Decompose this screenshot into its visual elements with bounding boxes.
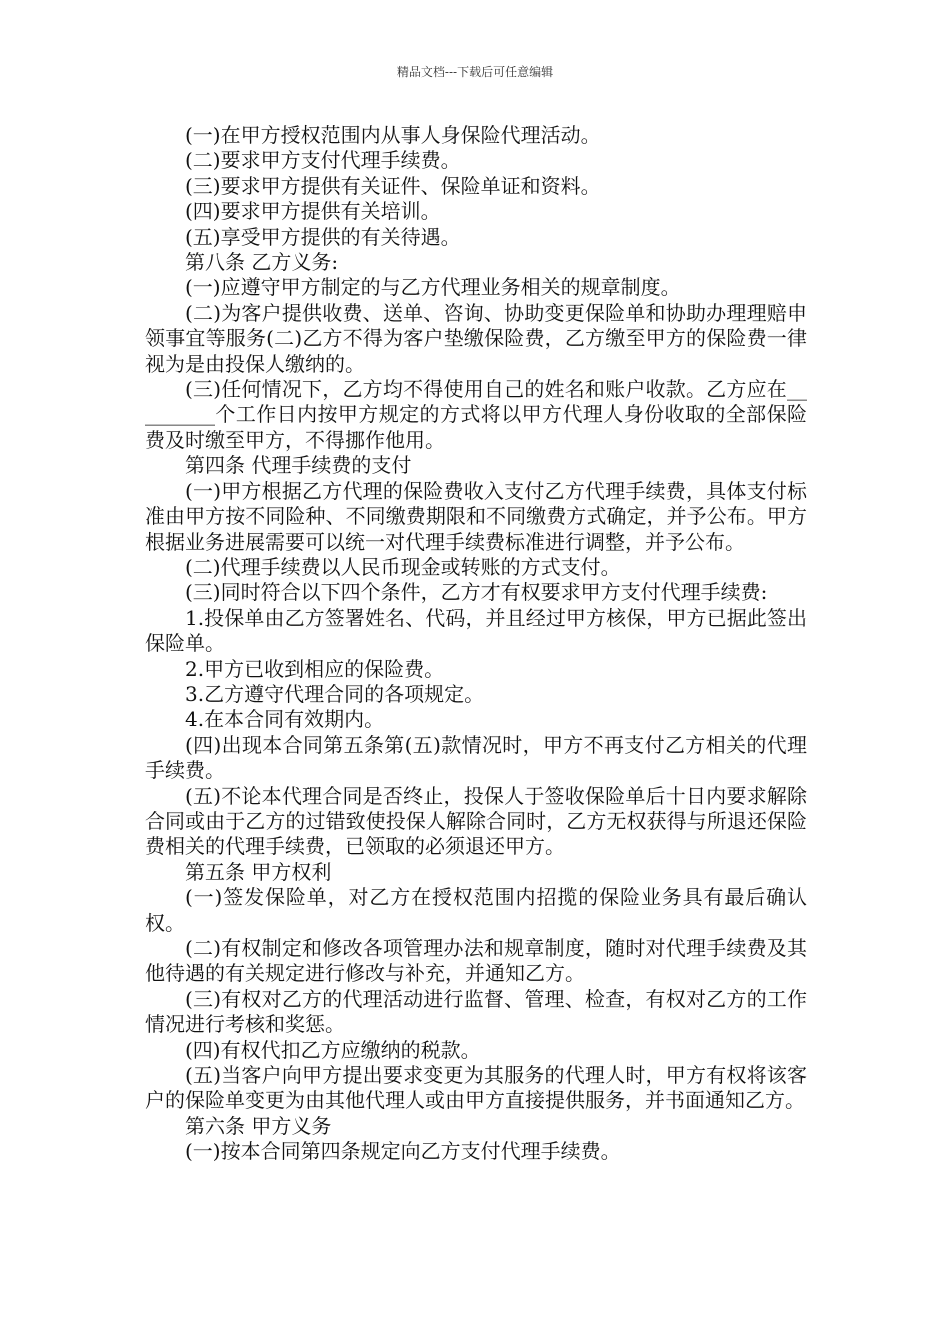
- paragraph: (一)签发保险单，对乙方在授权范围内招揽的保险业务具有最后确认权。: [145, 885, 807, 935]
- paragraph: (三)有权对乙方的代理活动进行监督、管理、检查，有权对乙方的工作情况进行考核和奖惩。: [145, 986, 807, 1037]
- paragraph: (三)任何情况下，乙方均不得使用自己的姓名和账户收款。乙方应在_________个工作日内按甲方规定的方式将以甲方代理人身份收取的全部保险费及时缴至甲方，不得挪作他用。: [145, 377, 807, 452]
- page-header: 精品文档---下载后可任意编辑: [396, 65, 554, 79]
- paragraph: (五)当客户向甲方提出要求变更为其服务的代理人时，甲方有权将该客户的保险单变更为由其他代理人或由甲方直接提供服务，并书面通知乙方。: [145, 1063, 807, 1113]
- section-heading: 第六条 甲方义务: [185, 1113, 332, 1138]
- paragraph: (一)甲方根据乙方代理的保险费收入支付乙方代理手续费，具体支付标准由甲方按不同险种、不同缴费期限和不同缴费方式确定，并予公布。甲方根据业务进展需要可以统一对代理手续费标准进行调整，并予公布。: [145, 478, 807, 554]
- paragraph: (三)要求甲方提供有关证件、保险单证和资料。: [185, 173, 601, 198]
- paragraph: 4.在本合同有效期内。: [185, 707, 385, 732]
- paragraph: (四)要求甲方提供有关培训。: [185, 199, 441, 224]
- paragraph: (一)按本合同第四条规定向乙方支付代理手续费。: [185, 1139, 621, 1164]
- paragraph: (二)为客户提供收费、送单、咨询、协助变更保险单和协助办理理赔申领事宜等服务(二)乙方不得为客户垫缴保险费，乙方缴至甲方的保险费一律视为是由投保人缴纳的。: [145, 300, 807, 376]
- paragraph: (二)有权制定和修改各项管理办法和规章制度，随时对代理手续费及其他待遇的有关规定进行修改与补充，并通知乙方。: [145, 936, 807, 986]
- section-heading: 第四条 代理手续费的支付: [185, 453, 412, 478]
- paragraph: (五)不论本代理合同是否终止，投保人于签收保险单后十日内要求解除合同或由于乙方的过错致使投保人解除合同时，乙方无权获得与所退还保险费相关的代理手续费，已领取的必须退还甲方。: [145, 783, 807, 859]
- paragraph: (四)有权代扣乙方应缴纳的税款。: [185, 1037, 481, 1062]
- paragraph: (五)享受甲方提供的有关待遇。: [185, 224, 461, 249]
- paragraph: (二)要求甲方支付代理手续费。: [185, 148, 461, 173]
- paragraph: 2.甲方已收到相应的保险费。: [185, 656, 445, 681]
- section-heading: 第八条 乙方义务:: [185, 250, 339, 275]
- paragraph: (一)在甲方授权范围内从事人身保险代理活动。: [185, 123, 601, 147]
- paragraph: 1.投保单由乙方签署姓名、代码，并且经过甲方核保，甲方已据此签出保险单。: [145, 605, 807, 656]
- document-body: [145, 123, 807, 1165]
- section-heading: 第五条 甲方权利: [185, 859, 332, 884]
- paragraph: (四)出现本合同第五条第(五)款情况时，甲方不再支付乙方相关的代理手续费。: [145, 732, 807, 783]
- paragraph: (一)应遵守甲方制定的与乙方代理业务相关的规章制度。: [185, 275, 681, 300]
- paragraph: (二)代理手续费以人民币现金或转账的方式支付。: [185, 554, 621, 579]
- paragraph: 3.乙方遵守代理合同的各项规定。: [185, 681, 485, 706]
- paragraph: (三)同时符合以下四个条件，乙方才有权要求甲方支付代理手续费:: [185, 580, 768, 605]
